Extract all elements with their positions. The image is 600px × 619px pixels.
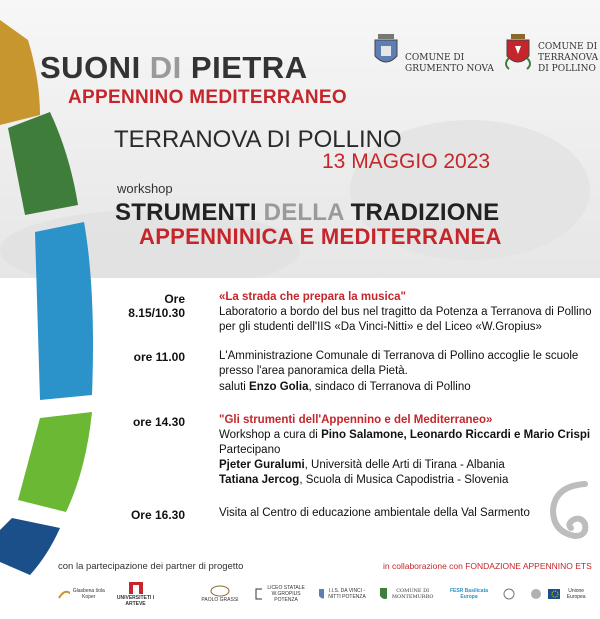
program-title-1: «La strada che prepara la musica" (219, 291, 406, 303)
partner-logo-eu: Unione Europea (548, 580, 592, 608)
arc-blue (35, 222, 93, 400)
event-date: 13 MAGGIO 2023 (322, 150, 491, 173)
program-title-3: "Gli strumenti dell'Appennino e del Mediterraneo» (219, 414, 493, 426)
arc-gold (0, 20, 40, 125)
program-line: Visita al Centro di educazione ambientale della Val Sarmento (219, 507, 530, 519)
partners-note: con la partecipazione dei partner di progetto (58, 561, 244, 572)
arc-lime (18, 412, 92, 512)
main-subtitle: APPENNINO MEDITERRANEO (68, 87, 347, 108)
swirl-icon (545, 478, 595, 540)
grumento-nova-label: COMUNE DI GRUMENTO NOVA (405, 53, 494, 74)
program-line: Partecipano (219, 444, 281, 456)
program-participant: Tatiana Jercog, Scuola di Musica Capodistria - Slovenia (219, 474, 509, 486)
university-icon (127, 581, 145, 595)
partner-logo-da-vinci-nitti: I.I.S. DA VINCI - NITTI POTENZA (318, 580, 370, 608)
program-time-2: ore 11.00 (133, 350, 185, 364)
program-line: L'Amministrazione Comunale di Terranova di Pollino accoglie le scuole (219, 350, 579, 362)
paolo-grassi-icon (210, 585, 230, 597)
event-place: TERRANOVA DI POLLINO (114, 126, 402, 153)
terranova-label: COMUNE DI TERRANOVA DI POLLINO (538, 42, 599, 74)
region-emblem-icon (529, 587, 543, 601)
partner-logo-gropius: LICEO STATALE W.GROPIUS POTENZA (255, 580, 310, 608)
eu-flag-icon (548, 589, 560, 599)
grumento-nova-crest-icon (372, 34, 400, 70)
collaboration-note: in collaborazione con FONDAZIONE APPENNINO ETS (383, 561, 592, 571)
partner-logo-universiteti: UNIVERSITETI I ARTEVE (108, 580, 163, 608)
partner-logo-region (526, 580, 546, 608)
terranova-crest-icon (503, 34, 533, 72)
program-time-3: ore 14.30 (132, 415, 185, 429)
workshop-title-line2: APPENNINICA E MEDITERRANEA (139, 224, 502, 249)
partner-logo-glasbena: Glasbena šola Koper (58, 580, 108, 608)
partner-logo-paolo-grassi: PAOLO GRASSI (195, 580, 245, 608)
arc-green (8, 112, 78, 215)
program-participant: Pjeter Guralumi, Università delle Arti di Tirana - Albania (219, 459, 505, 471)
program-line: Laboratorio a bordo del bus nel tragitto da Potenza a Terranova di Pollino (219, 306, 592, 318)
workshop-label: workshop (117, 181, 173, 196)
republic-emblem-icon (502, 587, 516, 601)
partner-logo-montemurro: COMUNE DI MONTEMURRO (378, 580, 438, 608)
main-title: SUONI DI PIETRA (40, 50, 308, 85)
montemurro-crest-icon (378, 586, 387, 602)
program-greeting: saluti Enzo Golia, sindaco di Terranova di Pollino (219, 381, 471, 393)
arc-navy (0, 518, 60, 575)
program-workshop-leaders: Workshop a cura di Pino Salamone, Leonardo Riccardi e Mario Crispi (219, 429, 591, 441)
workshop-title-line1: STRUMENTI DELLA TRADIZIONE (115, 199, 500, 226)
program-line: presso l'area panoramica della Pietà. (219, 365, 408, 377)
partner-logo-fesr: FESR Basilicata Europa (449, 588, 489, 600)
program-line: per gli studenti dell'IIS «Da Vinci-Nitti» e del Liceo «W.Gropius» (219, 321, 542, 333)
liceo-icon (255, 587, 262, 601)
program-time-1: Ore 8.15/10.30 (128, 292, 185, 320)
program-time-4: Ore 16.30 (130, 508, 185, 522)
music-school-icon (58, 588, 70, 600)
partner-logo-italy (494, 580, 524, 608)
